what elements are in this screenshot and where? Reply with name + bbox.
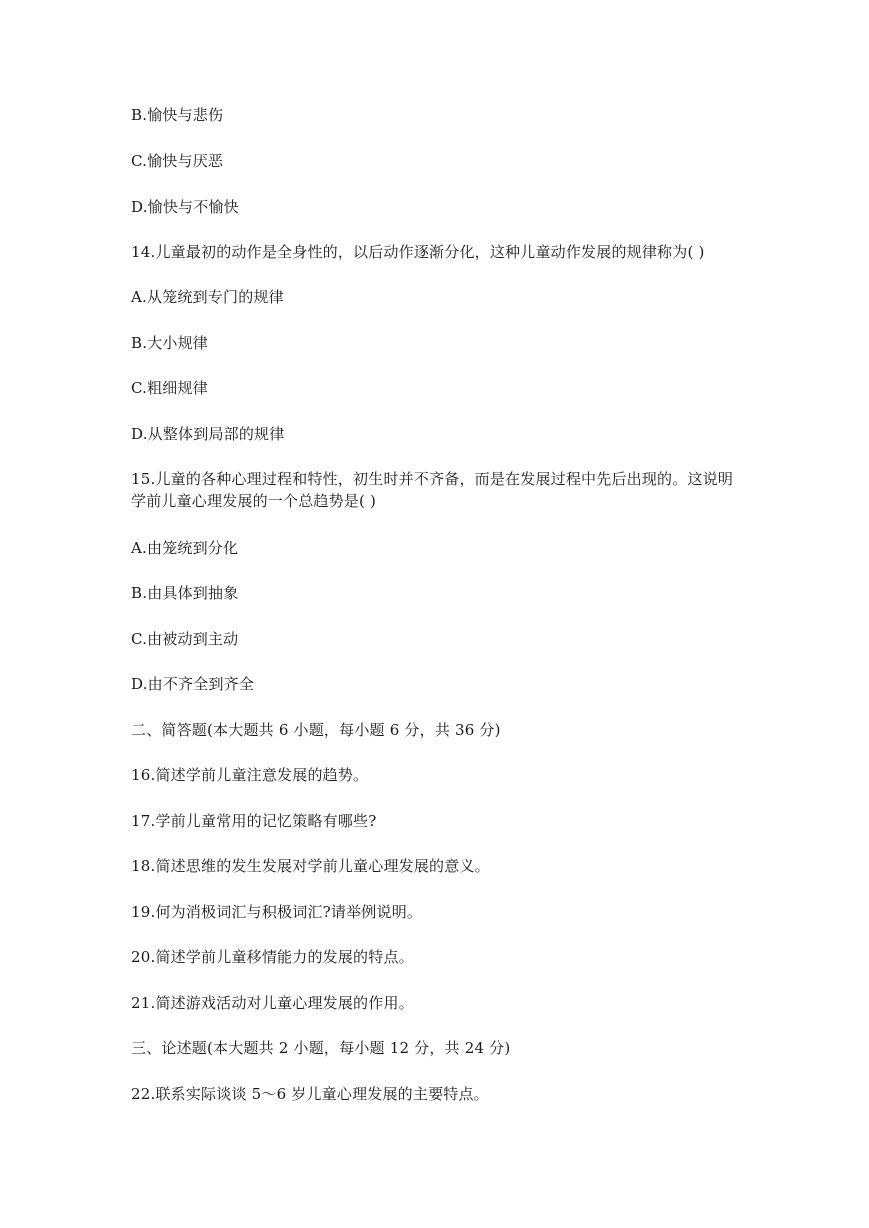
option-a: A.由笼统到分化 [131, 539, 239, 557]
section-heading-short-answer: 二、简答题(本大题共 6 小题，每小题 6 分，共 36 分) [131, 721, 501, 739]
option-c: C.粗细规律 [131, 379, 208, 397]
option-c: C.由被动到主动 [131, 630, 239, 648]
section-heading-essay: 三、论述题(本大题共 2 小题，每小题 12 分，共 24 分) [131, 1039, 511, 1057]
question-16: 16.简述学前儿童注意发展的趋势。 [131, 766, 369, 784]
option-b: B.大小规律 [131, 334, 208, 352]
option-d: D.由不齐全到齐全 [131, 675, 255, 693]
option-b: B.由具体到抽象 [131, 584, 239, 602]
question-15 [131, 468, 751, 512]
question-14: 14.儿童最初的动作是全身性的，以后动作逐渐分化，这种儿童动作发展的规律称为( ) [131, 243, 705, 261]
question-21: 21.简述游戏活动对儿童心理发展的作用。 [131, 994, 414, 1012]
option-a: A.从笼统到专门的规律 [131, 288, 284, 306]
question-17: 17.学前儿童常用的记忆策略有哪些? [131, 812, 377, 830]
question-18: 18.简述思维的发生发展对学前儿童心理发展的意义。 [131, 857, 490, 875]
question-15-line-2: 学前儿童心理发展的一个总趋势是( ) [131, 492, 377, 510]
question-20: 20.简述学前儿童移情能力的发展的特点。 [131, 948, 414, 966]
question-22: 22.联系实际谈谈 5～6 岁儿童心理发展的主要特点。 [131, 1085, 489, 1103]
question-15-line-1: 15.儿童的各种心理过程和特性，初生时并不齐备，而是在发展过程中先后出现的。这说明 [131, 470, 734, 488]
question-19: 19.何为消极词汇与积极词汇?请举例说明。 [131, 903, 423, 921]
option-d: D.愉快与不愉快 [131, 198, 239, 216]
option-b: B.愉快与悲伤 [131, 106, 224, 124]
option-c: C.愉快与厌恶 [131, 152, 224, 170]
option-d: D.从整体到局部的规律 [131, 425, 285, 443]
